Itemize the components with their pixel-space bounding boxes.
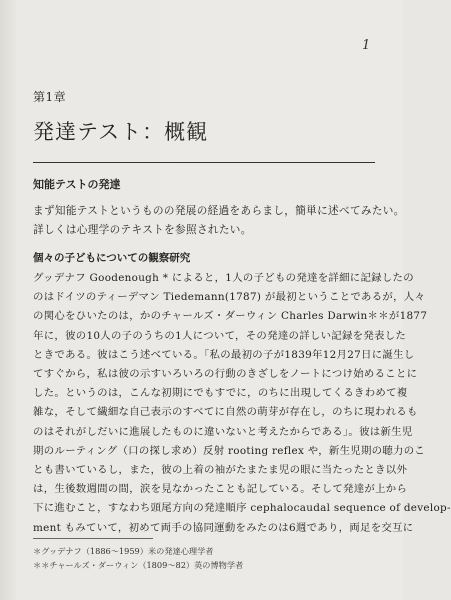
text-line: とも書いているし，また，彼の上着の袖がたまたま児の眼に当たったとき以外 <box>33 464 408 477</box>
text-line: てすぐから，私は彼の示すいろいろの行動のきざしをノートにつけ始めることに <box>33 368 418 381</box>
paragraph-body <box>33 269 451 538</box>
text-line: ment もみていて，初めて両手の協同運動をみたのは6週であり，両足を交互に <box>33 521 414 534</box>
text-line: 年に，彼の10人の子のうちの1人について，その発達の詳しい記録を発表した <box>33 329 407 342</box>
text-line: の関心をひいたのは，かのチャールズ・ダーウィン Charles Darwin＊＊が1877 <box>33 310 428 323</box>
text-line: ときである。彼はこう述べている。「私の最初の子が1839年12月27日に誕生し <box>33 348 415 361</box>
title-rule <box>33 162 375 163</box>
text-line: した。というのは，こんな初期にでもすでに，のちに出現してくるきわめて複 <box>33 387 408 400</box>
footnote-rule <box>33 538 153 539</box>
text-line: 詳しくは心理学のテキストを参照されたい。 <box>33 224 252 236</box>
page-number: 1 <box>362 38 371 53</box>
section-heading: 知能テストの発達 <box>33 178 121 191</box>
chapter-label: 第1章 <box>33 90 67 104</box>
paragraph-intro <box>33 202 405 240</box>
footnote: ＊グッデナフ（1886～1959）米の発達心理学者 <box>33 546 214 556</box>
footnotes <box>33 544 375 572</box>
text-line: 期のルーティング（口の探し求め）反射 rooting reflex や，新生児期の聴力のこ <box>33 444 426 457</box>
text-line: のはそれがしだいに進展したものに違いないと考えたからである」。彼は新生児 <box>33 425 413 438</box>
chapter-title: 発達テスト：概観 <box>33 120 209 144</box>
text-line: まず知能テストというものの発展の経過をあらまし，簡単に述べてみたい。 <box>33 205 405 217</box>
text-line: のはドイツのティーデマン Tiedemann(1787) が最初ということであるが，人々 <box>33 291 426 304</box>
subsection-heading: 個々の子どもについての観察研究 <box>33 252 191 264</box>
footnote: ＊＊チャールズ・ダーウィン（1809～82）英の博物学者 <box>33 560 244 570</box>
text-line: 雑な，そして繊細な自己表示のすべてに自然の萌芽が存在し，のちに現われるも <box>33 406 418 419</box>
text-line: グッデナフ Goodenough * によると，1人の子どもの発達を詳細に記録したの <box>33 272 414 284</box>
text-line: は，生後数週間の間，涙を見なかったことも記している。そして発達が上から <box>33 483 408 496</box>
text-line: 下に進むこと，すなわち頭尾方向の発達順序 cephalocaudal sequence of develop- <box>33 502 451 515</box>
